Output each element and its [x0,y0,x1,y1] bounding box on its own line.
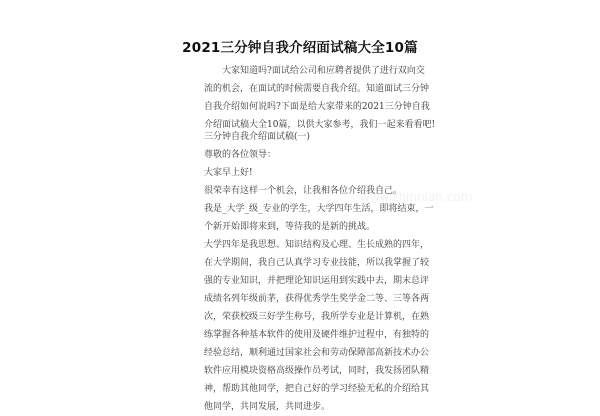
salutation: 尊敬的各位领导： [204,150,277,160]
body-line: 成绩名列年级前茅，获得优秀学生奖学金二等、三等各两 [204,294,430,304]
body-line: 他同学，共同发展，共同进步。 [204,402,331,412]
body-line: 大学四年是我思想、知识结构及心理、生长成熟的四年， [204,240,430,250]
body-line: 很荣幸有这样一个机会，让我相各位介绍我自己。 [204,186,403,196]
greeting: 大家早上好! [204,168,253,178]
intro-line: 介绍面试稿大全10篇，以供大家参考，我们一起来看看吧! [204,120,436,130]
intro-line: 自我介绍如何说吗?下面是给大家带来的2021三分钟自我 [204,102,430,112]
intro-line: 大家知道吗?面试给公司和应聘者提供了进行双向交 [222,66,425,76]
body-line: 个新开始即将来到，等待我的是新的挑战。 [204,222,376,232]
body-line: 软件应用模块资格高级操作员考试，同时，我发扬团队精 [204,366,430,376]
body-line: 在大学期间，我自己认真学习专业技能，所以我掌握了较 [204,258,430,268]
intro-paragraph [204,62,436,134]
body-line: 次，荣获校级三好学生称号，我所学专业是计算机，在熟 [204,312,430,322]
intro-line: 流的机会，在面试的时候需要自我介绍。知道面试三分钟 [204,84,430,94]
watermark-text: www.zhinnian.com [360,190,473,204]
document-title: 2021三分钟自我介绍面试稿大全10篇 [182,40,418,56]
section-heading: 三分钟自我介绍面试稿(一) [204,132,311,142]
body-line: 强的专业知识，并把理论知识运用到实践中去，期末总评 [204,276,430,286]
body-line: 神，帮助其他同学，把自己好的学习经验无私的介绍给其 [204,384,430,394]
body-line: 经验总结，顺利通过国家社会和劳动保障部高新技术办公 [204,348,430,358]
body-line: 练掌握各种基本软件的使用及硬件维护过程中，有独特的 [204,330,430,340]
body-line: 我是_大学_级_专业的学生，大学四年生活，即将结束，一 [204,204,434,214]
